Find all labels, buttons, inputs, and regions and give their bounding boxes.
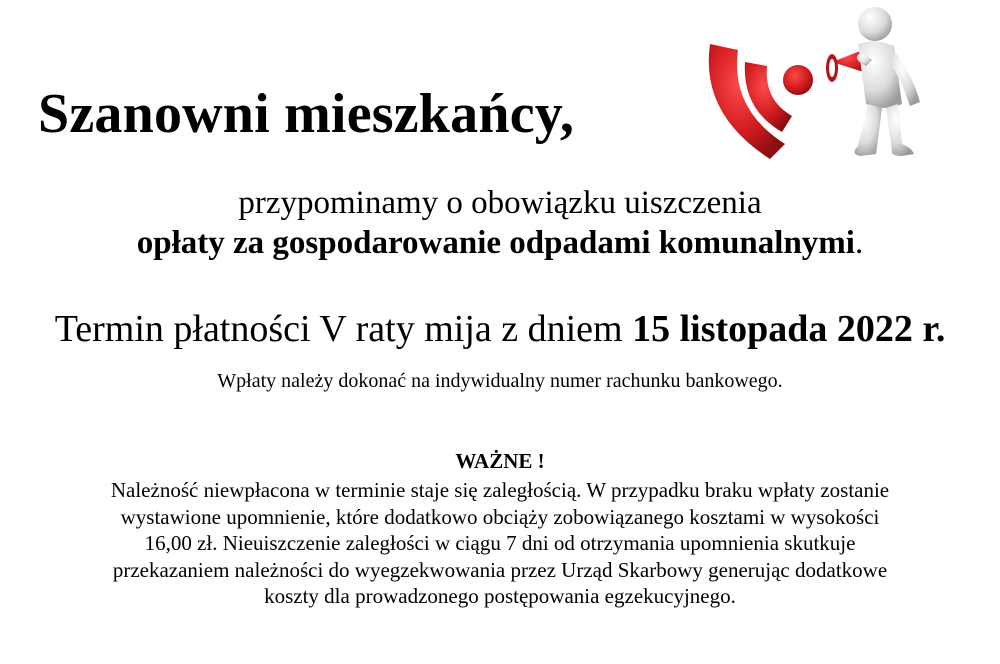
fee-name-end: . xyxy=(854,225,864,261)
deadline-date: 15 listopada 2022 r. xyxy=(632,308,946,350)
important-line: 16,00 zł. Nieuiszczenie zaległości w ciągu 7 dni od otrzymania upomnienia skutkuje xyxy=(144,531,856,555)
megaphone-figure-icon xyxy=(690,4,950,166)
important-line: koszty dla prowadzonego postępowania egzekucyjnego. xyxy=(264,584,736,608)
page-title: Szanowni mieszkańcy, xyxy=(38,83,575,145)
important-body xyxy=(30,477,970,610)
reminder-line: przypominamy o obowiązku uiszczenia xyxy=(238,185,762,221)
fee-name: opłaty za gospodarowanie odpadami komunalnymi xyxy=(136,225,855,261)
deadline-prefix: Termin płatności V raty mija z dniem xyxy=(54,308,633,350)
important-line: przekazaniem należności do wyegzekwowania przez Urząd Skarbowy generując dodatkowe xyxy=(112,557,888,582)
payment-note: Wpłaty należy dokonać na indywidualny numer rachunku bankowego. xyxy=(217,370,783,392)
fee-name-line xyxy=(0,223,1000,263)
important-line: wystawione upomnienie, które dodatkowo obciąży zobowiązanego kosztami w wysokości xyxy=(120,504,880,529)
important-line: Należność niewpłacona w terminie staje się zaległością. W przypadku braku wpłaty zostanie xyxy=(110,478,890,502)
payment-deadline xyxy=(0,306,1000,352)
important-title: WAŻNE ! xyxy=(455,449,545,473)
